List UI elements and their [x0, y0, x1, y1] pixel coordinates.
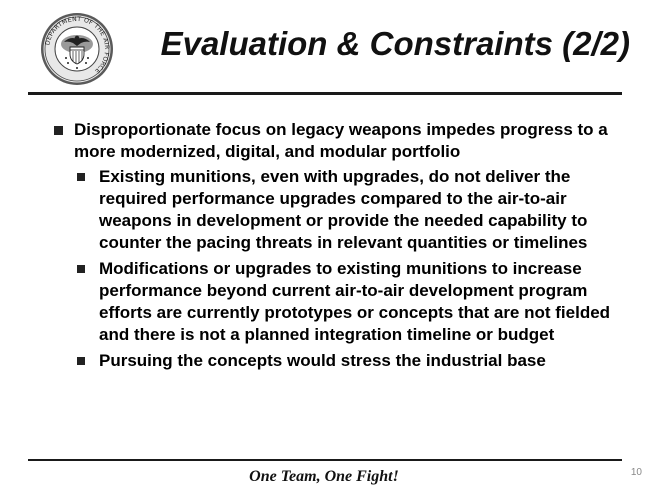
square-bullet-icon	[77, 357, 85, 365]
main-bullet	[52, 119, 632, 163]
main-bullet-text: Disproportionate focus on legacy weapons impedes progress to a more modernized, digital, and modular portfolio	[74, 120, 608, 161]
slide-title: Evaluation & Constraints (2/2)	[160, 25, 630, 62]
slide-body	[52, 119, 632, 376]
page-number: 10	[630, 467, 642, 478]
seal-text: DEPARTMENT OF THE AIR FORCE	[44, 15, 111, 75]
sub-bullet-text: Existing munitions, even with upgrades, do not deliver the required performance upgrades compared to the air-to-air weapons in development or provide the needed capability to counter the pacing threats in relevant quantities or timelines	[99, 167, 588, 252]
sub-bullet	[74, 166, 632, 254]
header-divider	[28, 92, 622, 95]
sub-bullet-text: Modifications or upgrades to existing munitions to increase performance beyond current air-to-air development program efforts are currently prototypes or concepts that are not fielded and there is not a planned integration timeline or budget	[99, 259, 611, 344]
sub-bullet-text: Pursuing the concepts would stress the industrial base	[99, 351, 546, 370]
air-force-seal-icon	[40, 12, 114, 86]
square-bullet-icon	[77, 265, 85, 273]
footer-divider	[28, 459, 622, 461]
sub-bullet	[74, 350, 632, 372]
sub-bullet-list	[74, 166, 632, 372]
square-bullet-icon	[54, 126, 63, 135]
sub-bullet	[74, 258, 632, 346]
square-bullet-icon	[77, 173, 85, 181]
footer-motto: One Team, One Fight!	[249, 468, 399, 485]
